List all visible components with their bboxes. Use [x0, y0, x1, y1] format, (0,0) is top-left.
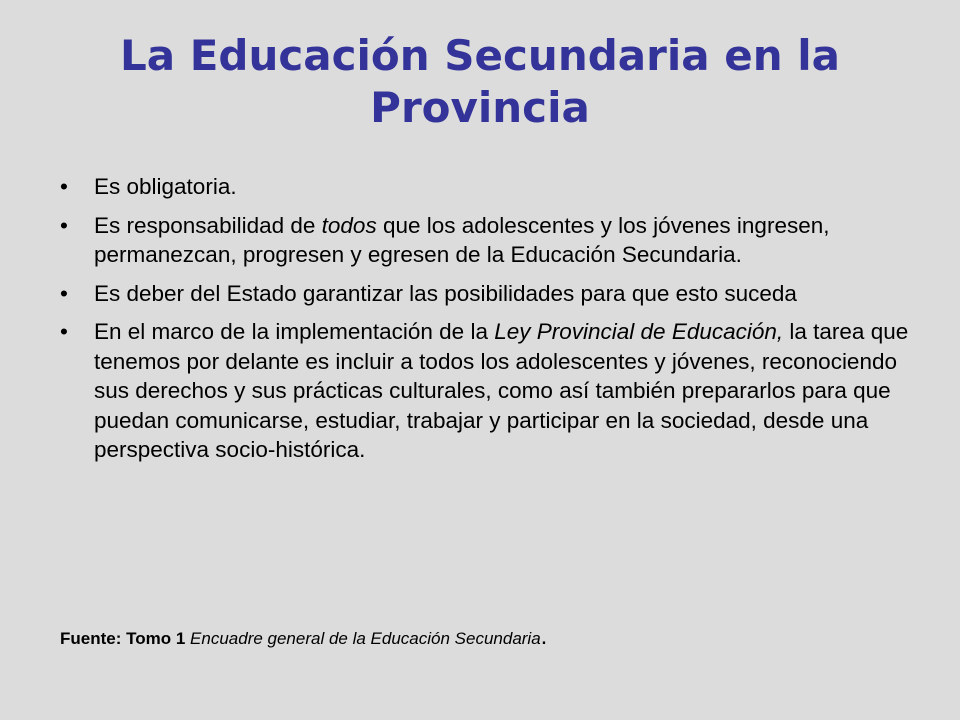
bullet-icon: • — [60, 280, 68, 306]
bullet-text-after: que los adolescentes y los jóvenes ingresen, permanezcan, progresen y egresen de la Educación Secundaria. — [94, 212, 830, 267]
bullet-icon: • — [60, 174, 68, 199]
bullet-text — [94, 279, 920, 309]
source-citation — [60, 623, 548, 650]
bullet-icon: • — [60, 319, 68, 344]
source-work-title: Encuadre general de la Educación Secundaria — [190, 629, 541, 648]
bullet-text-emphasis: todos — [321, 212, 377, 238]
bullet-item-ley-provincial — [60, 317, 920, 465]
bullet-text — [94, 317, 920, 465]
slide-title — [60, 30, 900, 134]
bullet-list — [60, 172, 920, 474]
title-line-1: La Educación Secundaria en la — [120, 31, 840, 80]
bullet-text — [94, 211, 920, 270]
bullet-text — [94, 172, 920, 202]
source-label: Fuente: Tomo 1 — [60, 629, 186, 648]
bullet-text-before: En el marco de la implementación de la — [94, 319, 495, 344]
bullet-text-part: Es deber del Estado garantizar las posibilidades para que esto suceda — [94, 280, 797, 306]
source-end: . — [540, 623, 548, 650]
bullet-item-deber-estado — [60, 279, 920, 309]
bullet-item-obligatoria — [60, 172, 920, 202]
bullet-text-after: la tarea que tenemos por delante es incluir a todos los adolescentes y jóvenes, reconociendo sus derechos y sus prácticas culturales, como así también prepararlos para que puedan comunicarse, estudiar, trabajar y participar en la sociedad, desde una perspectiva socio-histórica. — [94, 319, 909, 462]
bullet-icon: • — [60, 212, 68, 238]
bullet-item-responsabilidad — [60, 211, 920, 270]
bullet-text-part: Es obligatoria. — [94, 174, 237, 199]
title-line-2: Provincia — [370, 83, 590, 132]
bullet-text-emphasis: Ley Provincial de Educación, — [494, 319, 784, 344]
bullet-text-before: Es responsabilidad de — [94, 212, 322, 238]
